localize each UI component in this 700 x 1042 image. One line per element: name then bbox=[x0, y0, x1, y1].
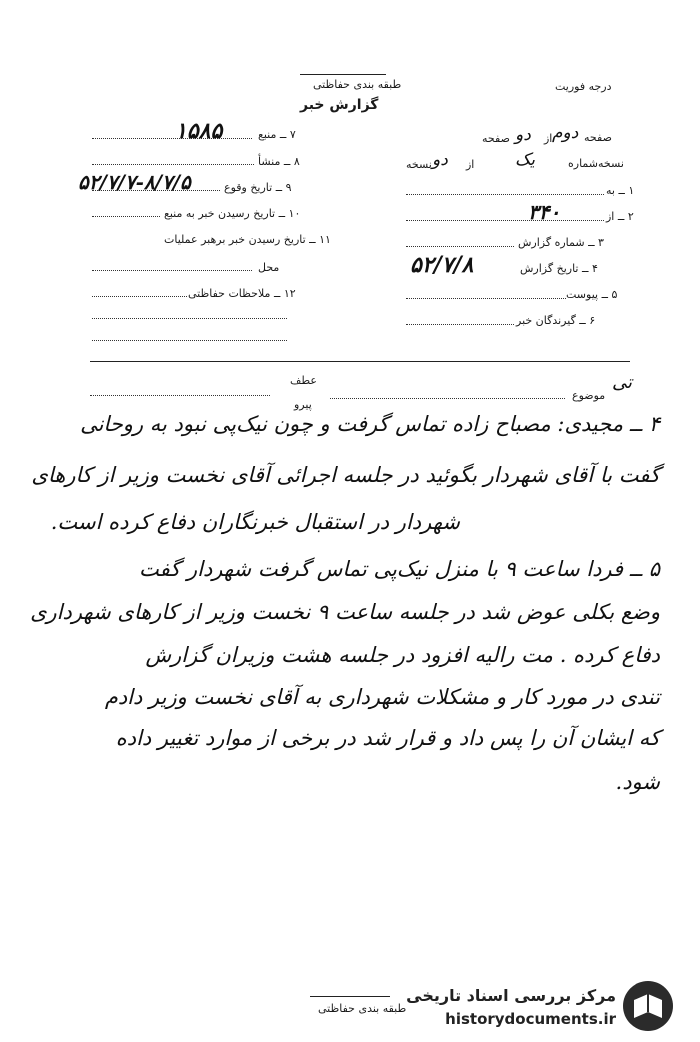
field-page: صفحه bbox=[584, 131, 612, 144]
separator-rule bbox=[90, 361, 630, 362]
hw-corner-mark: تی bbox=[612, 372, 633, 393]
watermark-url[interactable]: historydocuments.ir bbox=[445, 1010, 616, 1028]
recipients-dotline bbox=[406, 324, 514, 325]
location-dotline bbox=[92, 270, 252, 271]
classification-underline-bottom bbox=[310, 996, 390, 997]
hw-page-total: دو bbox=[515, 125, 531, 145]
field-report-number: ۳ ــ شماره گزارش bbox=[518, 236, 604, 249]
field-report-date: ۴ ــ تاریخ گزارش bbox=[520, 262, 598, 275]
body-line: که ایشان آن را پس داد و قرار شد در برخی از موارد تغییر داده bbox=[115, 726, 660, 750]
subject-label: موضوع bbox=[572, 389, 606, 402]
field-source: ۷ ــ منبع bbox=[258, 128, 296, 141]
classification-top: طبقه بندی حفاظتی bbox=[313, 78, 402, 91]
body-line: دفاع کرده . مت رالیه افزود در جلسه هشت وزیران گزارش bbox=[145, 643, 660, 667]
remarks-dotline bbox=[92, 296, 187, 297]
field-recipients: ۶ ــ گیرندگان خبر bbox=[516, 314, 596, 327]
attachment-dotline bbox=[406, 298, 566, 299]
hw-page-no: دوم bbox=[552, 123, 579, 143]
field-origin: ۸ ــ منشأ bbox=[258, 155, 300, 168]
page-of-prefix: از bbox=[544, 132, 553, 145]
body-line: تندی در مورد کار و مشکلات شهرداری به آقای نخست وزیر دادم bbox=[104, 685, 660, 709]
field-to: ۱ ــ به bbox=[606, 184, 635, 197]
body-line: شود. bbox=[615, 770, 660, 794]
ref-dotline bbox=[90, 395, 270, 396]
watermark-site-name: مرکز بررسی اسناد تاریخی bbox=[406, 986, 616, 1005]
ref-label: عطف bbox=[290, 374, 317, 387]
hw-copy-no: یک bbox=[515, 150, 535, 170]
field-occurrence-date: ۹ ــ تاریخ وقوع bbox=[224, 181, 292, 194]
form-title: گزارش خبر bbox=[300, 97, 379, 113]
hw-occurrence-dates: ۵۲/۷/۷-۸/۷/۵ bbox=[78, 170, 191, 194]
origin-dotline bbox=[92, 164, 254, 165]
hw-from-code: ۳۴۰ bbox=[528, 200, 561, 224]
remarks-dotline-2 bbox=[92, 318, 287, 319]
copies-suffix: نسخه bbox=[406, 158, 432, 171]
classification-underline-top bbox=[300, 74, 386, 75]
field-date-to-ops: ۱۱ ــ تاریخ رسیدن خبر برهبر عملیات bbox=[164, 233, 331, 246]
field-copy-number: نسخه‌شماره bbox=[568, 157, 624, 170]
body-line: گفت با آقای شهردار بگوئید در جلسه اجرائی آقای نخست وزیر از کارهای bbox=[31, 463, 660, 487]
field-attachment: ۵ ــ پیوست bbox=[566, 288, 618, 301]
body-line: شهردار در استقبال خبرنگاران دفاع کرده است. bbox=[50, 510, 460, 534]
from-dotline bbox=[406, 220, 604, 221]
hw-copy-total: دو bbox=[432, 150, 448, 170]
body-line: ۴ ــ مجیدی: مصباح زاده تماس گرفت و چون نیک‌پی نبود به روحانی bbox=[80, 412, 660, 436]
page-of-suffix: صفحه bbox=[482, 132, 510, 145]
to-dotline bbox=[406, 194, 604, 195]
copies-of: از bbox=[466, 158, 475, 171]
subject-dotline bbox=[330, 398, 565, 399]
archive-logo-icon bbox=[620, 978, 676, 1034]
field-security-remarks: ۱۲ ــ ملاحظات حفاظتی bbox=[188, 287, 296, 300]
body-line: ۵ ــ فردا ساعت ۹ با منزل نیک‌پی تماس گرفت شهردار گفت bbox=[139, 557, 660, 581]
priority-label: درجه فوریت bbox=[555, 80, 612, 93]
classification-bottom: طبقه بندی حفاظتی bbox=[318, 1002, 407, 1015]
follow-label: پیرو bbox=[294, 398, 312, 411]
remarks-dotline-3 bbox=[92, 340, 287, 341]
field-from: ۲ ــ از bbox=[606, 210, 634, 223]
body-line: وضع بکلی عوض شد در جلسه ساعت ۹ نخست وزیر از کارهای شهرداری bbox=[30, 600, 660, 624]
field-location: محل bbox=[258, 261, 280, 274]
to-source-dotline bbox=[92, 216, 160, 217]
field-date-to-source: ۱۰ ــ تاریخ رسیدن خبر به منبع bbox=[164, 207, 301, 220]
hw-source-code: ۱۵۸۵ bbox=[175, 118, 223, 144]
hw-report-date: ۵۲/۷/۸ bbox=[410, 252, 474, 278]
source-dotline bbox=[92, 138, 252, 139]
report-number-dotline bbox=[406, 246, 514, 247]
